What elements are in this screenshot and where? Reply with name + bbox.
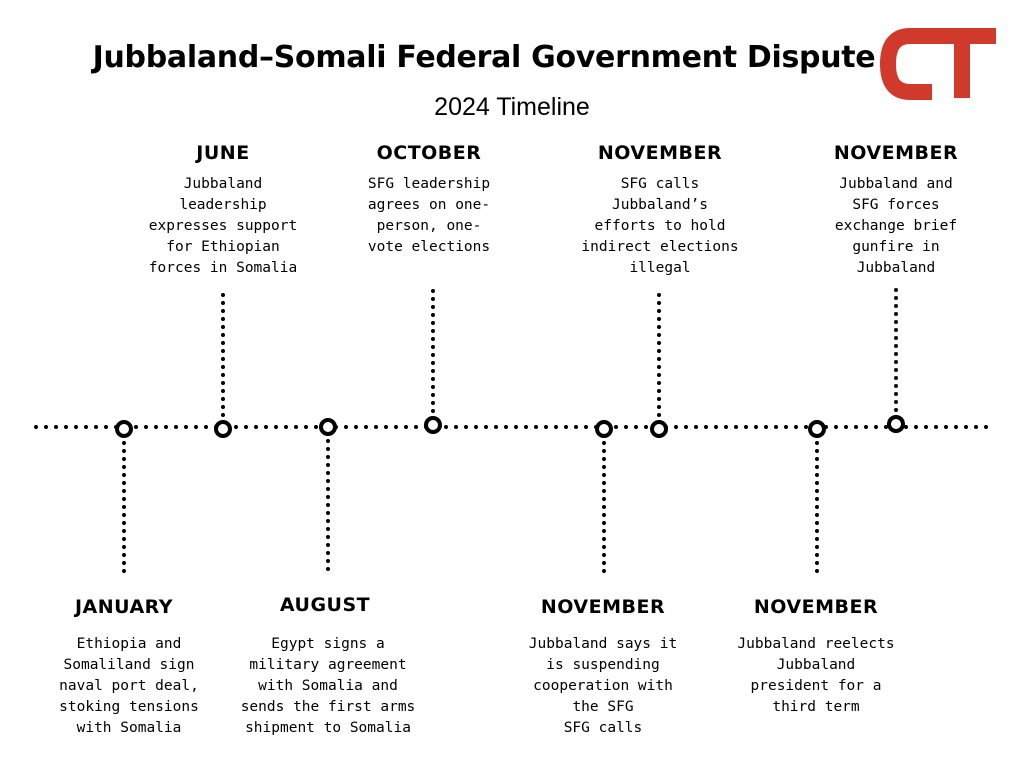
page-subtitle: 2024 Timeline — [434, 93, 590, 121]
event-october-description: SFG leadership agrees on one- person, one- vote elections — [367, 176, 491, 255]
node-january — [117, 422, 131, 436]
event-november-bottom-2-description: Jubbaland reelects Jubbaland president for a third term — [737, 636, 895, 715]
event-january-description: Ethiopia and Somaliland sign naval port deal, stoking tensions with Somalia — [59, 636, 199, 736]
event-october-date: OCTOBER — [376, 142, 482, 164]
node-november-top-2 — [889, 417, 903, 431]
page-title: Jubbaland–Somali Federal Government Dispute — [92, 40, 876, 75]
event-november-top-1-date: NOVEMBER — [597, 142, 723, 164]
event-november-bottom-1-date: NOVEMBER — [540, 596, 666, 618]
event-august-date: AUGUST — [279, 594, 371, 616]
event-november-bottom-1-description: Jubbaland says it is suspending cooperation with the SFG SFG calls — [528, 636, 678, 736]
event-november-top-2-date: NOVEMBER — [833, 142, 959, 164]
node-june — [216, 422, 230, 436]
event-january-date: JANUARY — [74, 596, 174, 618]
node-november-bottom-1 — [597, 422, 611, 436]
event-november-bottom-2-date: NOVEMBER — [753, 596, 879, 618]
node-august — [321, 420, 335, 434]
event-june-date: JUNE — [196, 142, 250, 164]
node-october — [426, 418, 440, 432]
node-november-bottom-2 — [810, 422, 824, 436]
event-june-description: Jubbaland leadership expresses support for Ethiopian forces in Somalia — [148, 176, 298, 276]
event-august-description: Egypt signs a military agreement with Somalia and sends the first arms shipment to Somalia — [240, 636, 416, 736]
node-november-top-1 — [652, 422, 666, 436]
event-november-top-2-description: Jubbaland and SFG forces exchange brief gunfire in Jubbaland — [834, 176, 958, 276]
event-november-top-1-description: SFG calls Jubbaland’s efforts to hold indirect elections illegal — [581, 176, 739, 276]
